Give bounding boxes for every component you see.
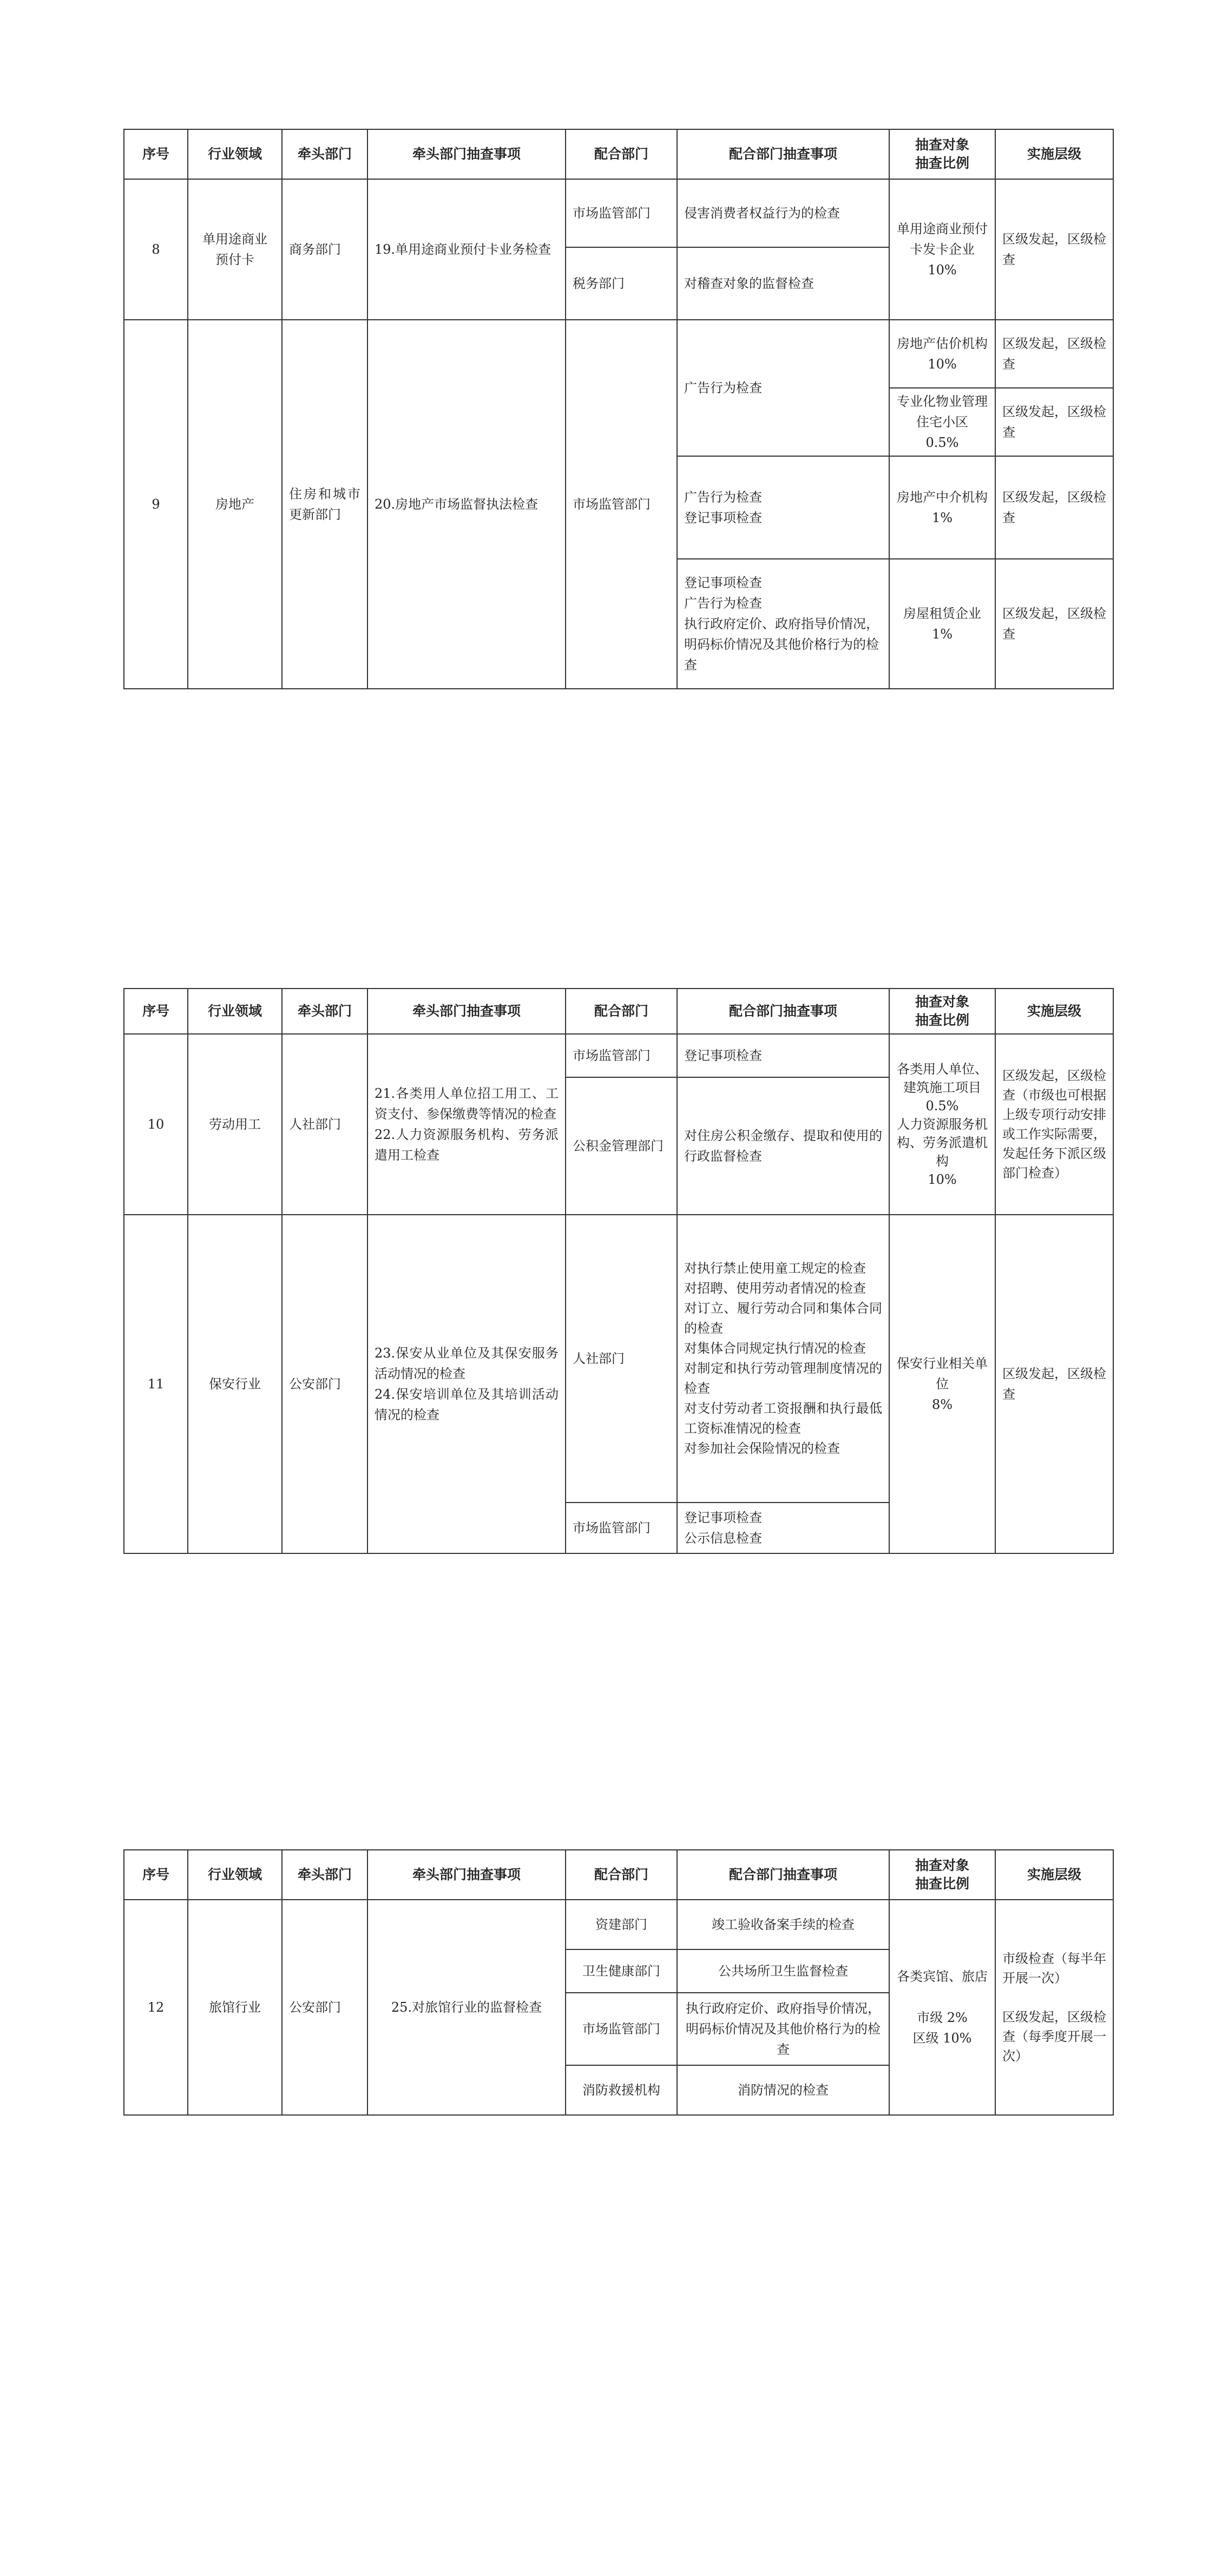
row-coop-item: 对住房公积金缴存、提取和使用的行政监督检查: [677, 1077, 889, 1215]
row-coop-dept: 市场监管部门: [566, 320, 677, 689]
row-coop-item: 广告行为检查: [677, 320, 889, 456]
row-target-ratio: 房屋租赁企业 1%: [889, 559, 995, 689]
row-coop-item: 登记事项检查: [677, 1034, 889, 1077]
row-coop-dept: 资建部门: [566, 1900, 677, 1949]
row-lead-item: 20.房地产市场监督执法检查: [367, 320, 566, 689]
header-lead-dept: 牵头部门: [282, 129, 367, 179]
row-coop-item: 消防情况的检查: [677, 2065, 889, 2115]
header-lead-item: 牵头部门抽查事项: [367, 989, 566, 1034]
table-header-row: [124, 1850, 1113, 1900]
row-coop-dept: 卫生健康部门: [566, 1949, 677, 1993]
row-no: 8: [124, 179, 188, 320]
row-level: 区级发起，区级检查: [995, 320, 1113, 388]
row-coop-dept: 市场监管部门: [566, 1034, 677, 1077]
header-lead-item: 牵头部门抽查事项: [367, 1850, 566, 1900]
header-field: 行业领域: [188, 1850, 282, 1900]
header-coop-dept: 配合部门: [566, 129, 677, 179]
row-no: 10: [124, 1034, 188, 1215]
row-lead-item: 19.单用途商业预付卡业务检查: [367, 179, 566, 320]
row-coop-item: 公共场所卫生监督检查: [677, 1949, 889, 1993]
row-coop-dept: 公积金管理部门: [566, 1077, 677, 1215]
table-row: [124, 320, 1113, 388]
header-lead-dept: 牵头部门: [282, 1850, 367, 1900]
row-coop-item: 对执行禁止使用童工规定的检查 对招聘、使用劳动者情况的检查 对订立、履行劳动合同和集体合同的检查 对集体合同规定执行情况的检查 对制定和执行劳动管理制度情况的检查 对支付劳动者工资报酬和执行最低工资标准情况的检查 对参加社会保险情况的检查: [677, 1215, 889, 1503]
row-target-ratio: 各类用人单位、建筑施工项目 0.5% 人力资源服务机构、劳务派遣机构 10%: [889, 1034, 995, 1215]
inspection-table-3: [123, 1849, 1114, 2116]
row-coop-item: 广告行为检查 登记事项检查: [677, 456, 889, 559]
row-coop-dept: 人社部门: [566, 1215, 677, 1503]
header-coop-item: 配合部门抽查事项: [677, 129, 889, 179]
header-target-ratio: 抽查对象 抽查比例: [889, 1850, 995, 1900]
row-field: 保安行业: [188, 1215, 282, 1553]
row-coop-item: 登记事项检查 广告行为检查 执行政府定价、政府指导价情况，明码标价情况及其他价格行为的检查: [677, 559, 889, 689]
row-field: 单用途商业 预付卡: [188, 179, 282, 320]
row-target-ratio: 房地产估价机构 10%: [889, 320, 995, 388]
row-coop-item: 对稽查对象的监督检查: [677, 247, 889, 320]
row-lead-dept: 住房和城市更新部门: [282, 320, 367, 689]
table-block-1: [123, 129, 1113, 689]
row-field: 房地产: [188, 320, 282, 689]
header-no: 序号: [124, 989, 188, 1034]
header-level: 实施层级: [995, 1850, 1113, 1900]
header-lead-dept: 牵头部门: [282, 989, 367, 1034]
header-field: 行业领域: [188, 129, 282, 179]
row-lead-item: 21.各类用人单位招工用工、工资支付、参保缴费等情况的检查 22.人力资源服务机构、劳务派遣用工检查: [367, 1034, 566, 1215]
header-target-ratio: 抽查对象 抽查比例: [889, 129, 995, 179]
row-coop-dept: 税务部门: [566, 247, 677, 320]
row-no: 9: [124, 320, 188, 689]
row-target-ratio: 单用途商业预付卡发卡企业 10%: [889, 179, 995, 320]
header-no: 序号: [124, 1850, 188, 1900]
row-no: 12: [124, 1900, 188, 2115]
row-coop-item: 侵害消费者权益行为的检查: [677, 179, 889, 247]
header-coop-item: 配合部门抽查事项: [677, 1850, 889, 1900]
row-level: 区级发起，区级检查: [995, 559, 1113, 689]
row-field: 劳动用工: [188, 1034, 282, 1215]
row-field: 旅馆行业: [188, 1900, 282, 2115]
row-no: 11: [124, 1215, 188, 1553]
row-lead-dept: 公安部门: [282, 1215, 367, 1553]
row-coop-dept: 市场监管部门: [566, 179, 677, 247]
row-level: 区级发起，区级检查: [995, 388, 1113, 456]
row-target-ratio: 保安行业相关单位 8%: [889, 1215, 995, 1553]
row-coop-item: 竣工验收备案手续的检查: [677, 1900, 889, 1949]
row-level: 市级检查（每半年开展一次） 区级发起，区级检查（每季度开展一次）: [995, 1900, 1113, 2115]
row-target-ratio: 房地产中介机构 1%: [889, 456, 995, 559]
inspection-table-1: [123, 129, 1114, 689]
header-coop-dept: 配合部门: [566, 989, 677, 1034]
header-lead-item: 牵头部门抽查事项: [367, 129, 566, 179]
table-row: [124, 179, 1113, 247]
table-block-3: [123, 1849, 1113, 2116]
header-no: 序号: [124, 129, 188, 179]
row-level: 区级发起，区级检查: [995, 179, 1113, 320]
table-row: [124, 1900, 1113, 1949]
row-lead-dept: 商务部门: [282, 179, 367, 320]
row-level: 区级发起，区级检查: [995, 456, 1113, 559]
row-lead-item: 25.对旅馆行业的监督检查: [367, 1900, 566, 2115]
table-block-2: [123, 988, 1113, 1554]
row-coop-dept: 消防救援机构: [566, 2065, 677, 2115]
row-level: 区级发起，区级检查: [995, 1215, 1113, 1553]
row-lead-dept: 人社部门: [282, 1034, 367, 1215]
table-row: [124, 1215, 1113, 1503]
row-coop-dept: 市场监管部门: [566, 1993, 677, 2065]
inspection-table-2: [123, 988, 1114, 1554]
row-level: 区级发起，区级检查（市级也可根据上级专项行动安排或工作实际需要，发起任务下派区级部门检查）: [995, 1034, 1113, 1215]
row-coop-item: 执行政府定价、政府指导价情况，明码标价情况及其他价格行为的检查: [677, 1993, 889, 2065]
row-lead-item: 23.保安从业单位及其保安服务活动情况的检查 24.保安培训单位及其培训活动情况的检查: [367, 1215, 566, 1553]
header-target-ratio: 抽查对象 抽查比例: [889, 989, 995, 1034]
table-row: [124, 1034, 1113, 1077]
header-coop-dept: 配合部门: [566, 1850, 677, 1900]
header-level: 实施层级: [995, 989, 1113, 1034]
header-field: 行业领域: [188, 989, 282, 1034]
row-lead-dept: 公安部门: [282, 1900, 367, 2115]
table-header-row: [124, 129, 1113, 179]
row-coop-dept: 市场监管部门: [566, 1503, 677, 1553]
row-target-ratio: 专业化物业管理住宅小区 0.5%: [889, 388, 995, 456]
header-level: 实施层级: [995, 129, 1113, 179]
table-header-row: [124, 989, 1113, 1034]
row-target-ratio: 各类宾馆、旅店 市级 2% 区级 10%: [889, 1900, 995, 2115]
row-coop-item: 登记事项检查 公示信息检查: [677, 1503, 889, 1553]
header-coop-item: 配合部门抽查事项: [677, 989, 889, 1034]
